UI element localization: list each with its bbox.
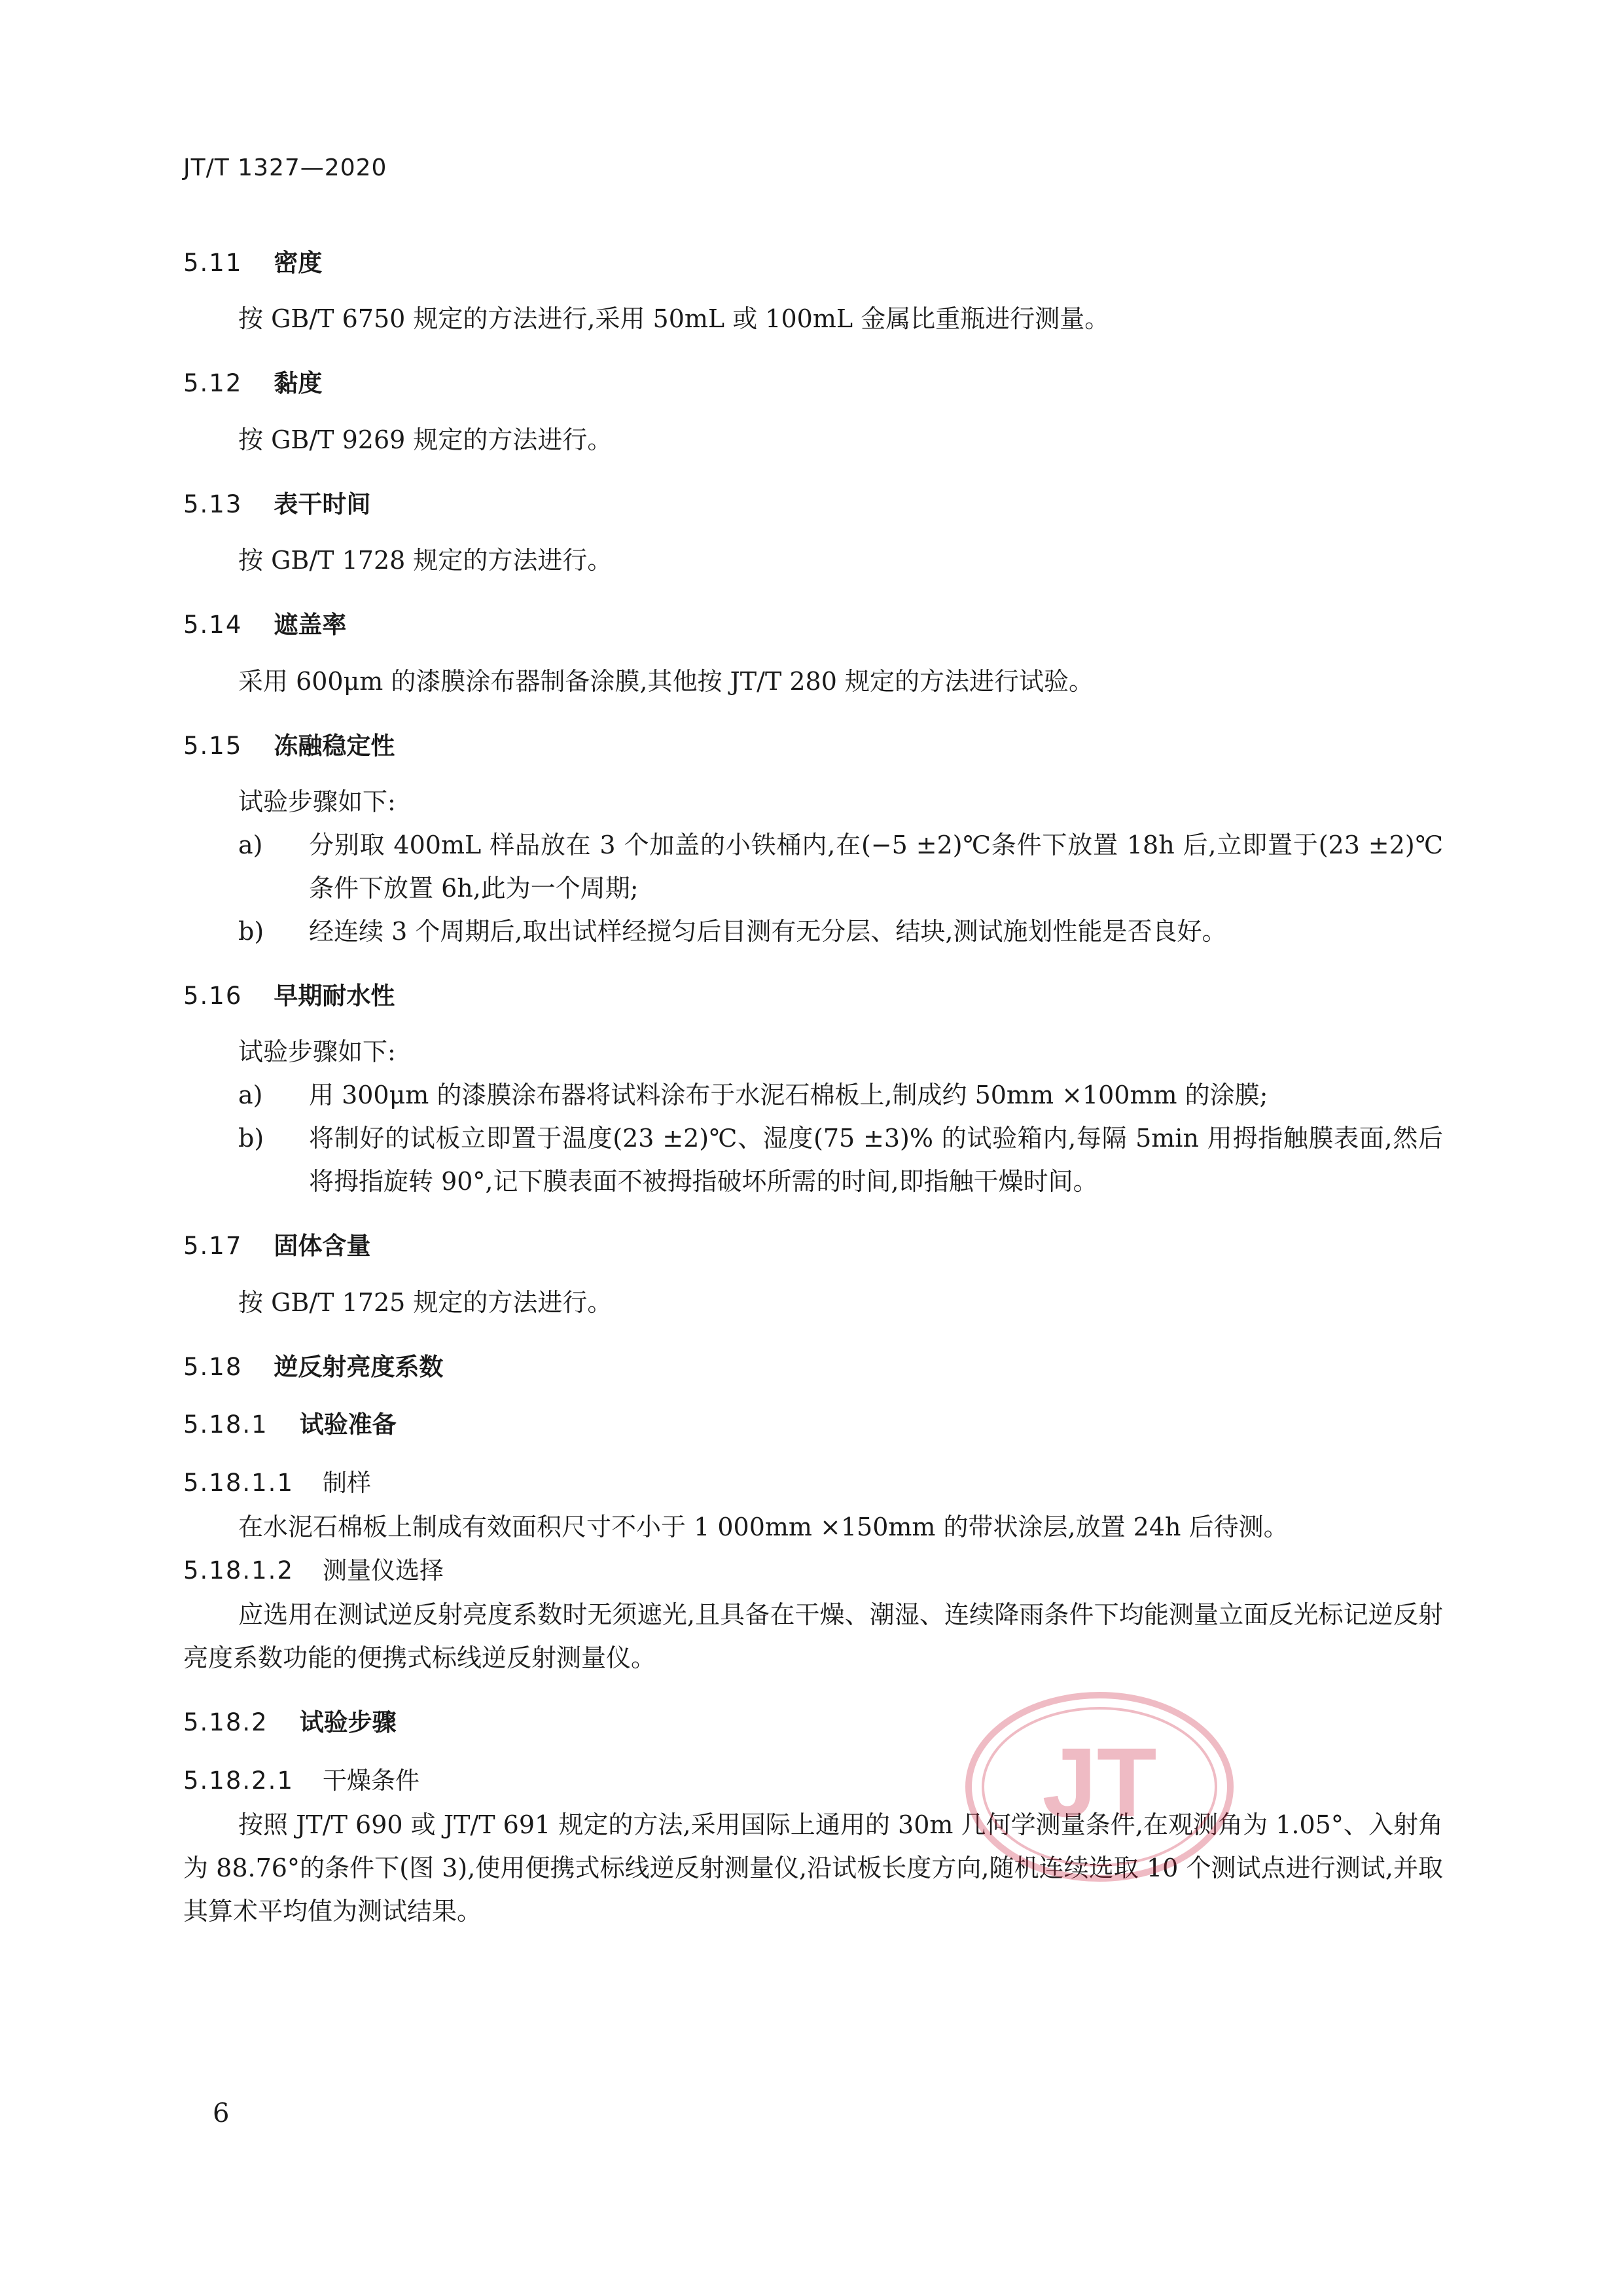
list-item-label: b) bbox=[238, 1124, 264, 1153]
section-heading-5-13 bbox=[183, 490, 1443, 519]
section-body-5-11: 按 GB/T 6750 规定的方法进行,采用 50mL 或 100mL 金属比重瓶进行测量。 bbox=[238, 304, 1110, 334]
page-number: 6 bbox=[213, 2098, 230, 2128]
jt-seal-watermark bbox=[962, 1689, 1237, 1885]
section-title: 干燥条件 bbox=[323, 1766, 419, 1795]
section-number: 5.11 bbox=[183, 249, 243, 277]
section-body-5-14: 采用 600μm 的漆膜涂布器制备涂膜,其他按 JT/T 280 规定的方法进行试验。 bbox=[238, 666, 1094, 696]
section-number: 5.16 bbox=[183, 981, 243, 1010]
section-body-5-18-1-1: 在水泥石棉板上制成有效面积尺寸不小于 1 000mm ×150mm 的带状涂层,放置 24h 后待测。 bbox=[238, 1512, 1289, 1541]
section-number: 5.18.2.1 bbox=[183, 1766, 294, 1795]
section-title: 密度 bbox=[274, 249, 323, 277]
list-item bbox=[183, 1073, 1443, 1117]
section-title: 试验准备 bbox=[299, 1410, 397, 1439]
standard-number: JT/T 1327—2020 bbox=[183, 154, 387, 181]
section-heading-5-18-1 bbox=[183, 1410, 1443, 1439]
list-item-text: 用 300μm 的漆膜涂布器将试料涂布于水泥石棉板上,制成约 50mm ×100mm 的涂膜; bbox=[309, 1081, 1268, 1110]
section-number: 5.17 bbox=[183, 1232, 243, 1261]
list-item bbox=[183, 910, 1443, 953]
section-number: 5.15 bbox=[183, 731, 243, 760]
list-item-text: 分别取 400mL 样品放在 3 个加盖的小铁桶内,在(−5 ±2)℃条件下放置 18h 后,立即置于(23 ±2)℃条件下放置 6h,此为一个周期; bbox=[309, 830, 1443, 903]
section-body-5-13: 按 GB/T 1728 规定的方法进行。 bbox=[238, 546, 613, 575]
section-title: 逆反射亮度系数 bbox=[274, 1352, 444, 1381]
section-number: 5.14 bbox=[183, 611, 243, 639]
section-title: 遮盖率 bbox=[274, 611, 347, 639]
section-heading-5-11 bbox=[183, 249, 1443, 278]
section-number: 5.18.1.1 bbox=[183, 1468, 294, 1497]
section-title: 表干时间 bbox=[274, 490, 371, 518]
section-number: 5.12 bbox=[183, 369, 243, 398]
section-heading-5-16 bbox=[183, 982, 1443, 1011]
section-heading-5-18-1-1 bbox=[183, 1469, 1443, 1498]
section-title: 早期耐水性 bbox=[274, 981, 395, 1010]
section-title: 测量仪选择 bbox=[323, 1556, 444, 1585]
section-heading-5-15 bbox=[183, 732, 1443, 761]
section-heading-5-18-2 bbox=[183, 1708, 1443, 1737]
section-number: 5.13 bbox=[183, 490, 243, 518]
section-heading-5-18-1-2 bbox=[183, 1556, 1443, 1585]
section-number: 5.18 bbox=[183, 1352, 243, 1381]
section-heading-5-12 bbox=[183, 369, 1443, 398]
section-title: 制样 bbox=[323, 1468, 371, 1497]
section-number: 5.18.2 bbox=[183, 1708, 268, 1737]
section-heading-5-18-2-1 bbox=[183, 1767, 1443, 1795]
section-body-5-17: 按 GB/T 1725 规定的方法进行。 bbox=[238, 1287, 613, 1317]
list-item-text: 经连续 3 个周期后,取出试样经搅匀后目测有无分层、结块,测试施划性能是否良好。 bbox=[309, 916, 1227, 946]
section-intro-5-16: 试验步骤如下: bbox=[238, 1037, 396, 1067]
list-item-label: b) bbox=[238, 916, 264, 946]
section-title: 冻融稳定性 bbox=[274, 731, 395, 760]
seal-text: JT bbox=[1042, 1727, 1157, 1837]
section-title: 固体含量 bbox=[274, 1232, 371, 1261]
section-title: 黏度 bbox=[274, 369, 323, 398]
list-item-label: a) bbox=[238, 1081, 263, 1110]
section-heading-5-14 bbox=[183, 611, 1443, 639]
section-heading-5-18 bbox=[183, 1353, 1443, 1382]
list-item bbox=[183, 823, 1443, 910]
section-heading-5-17 bbox=[183, 1232, 1443, 1261]
section-intro-5-15: 试验步骤如下: bbox=[238, 787, 396, 816]
section-body-5-18-2-1: 按照 JT/T 690 或 JT/T 691 规定的方法,采用国际上通用的 30m 几何学测量条件,在观测角为 1.05°、入射角为 88.76°的条件下(图 3),使用便携式标线逆反射测量仪,沿试板长度方向,随机连续选取 10 个测试点进行测试,并取其算术平均值为测试结果。 bbox=[183, 1810, 1443, 1926]
list-item bbox=[183, 1117, 1443, 1203]
list-item-text: 将制好的试板立即置于温度(23 ±2)℃、湿度(75 ±3)% 的试验箱内,每隔 5min 用拇指触膜表面,然后将拇指旋转 90°,记下膜表面不被拇指破坏所需的时间,即指触干燥时间。 bbox=[309, 1124, 1443, 1196]
section-body-5-12: 按 GB/T 9269 规定的方法进行。 bbox=[238, 425, 613, 454]
section-body-5-18-1-2: 应选用在测试逆反射亮度系数时无须遮光,且具备在干燥、潮湿、连续降雨条件下均能测量立面反光标记逆反射亮度系数功能的便携式标线逆反射测量仪。 bbox=[183, 1600, 1443, 1673]
page-content bbox=[183, 249, 1443, 1933]
list-item-label: a) bbox=[238, 830, 263, 859]
section-number: 5.18.1 bbox=[183, 1410, 268, 1439]
section-title: 试验步骤 bbox=[299, 1708, 397, 1737]
section-number: 5.18.1.2 bbox=[183, 1556, 294, 1585]
